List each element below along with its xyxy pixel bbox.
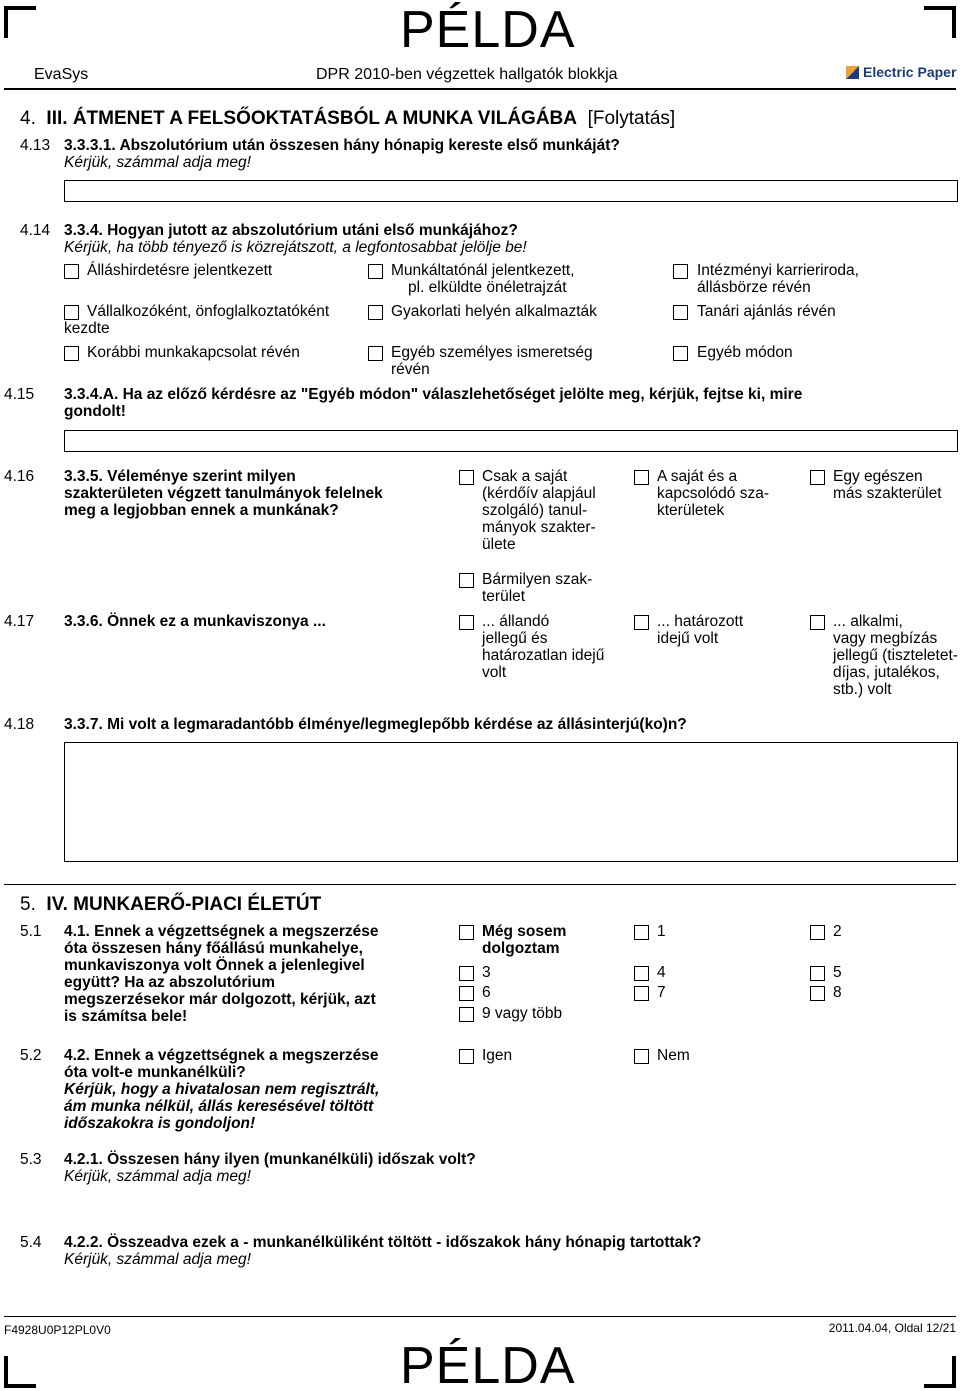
- q414-option-previous-work: Korábbi munkakapcsolat révén: [87, 344, 300, 361]
- header-left: EvaSys: [34, 66, 89, 83]
- q414-option-self-employed-2: kezdte: [64, 320, 110, 337]
- q413-hint: Kérjük, számmal adja meg!: [64, 154, 251, 171]
- q51-checkbox-2[interactable]: [810, 925, 825, 940]
- q51-text-4: együtt? Ha az abszolutórium: [64, 974, 275, 991]
- section5-title: [20, 894, 321, 915]
- footer-code: F4928U0P12PL0V0: [4, 1323, 111, 1337]
- q51-option-6: 6: [482, 984, 491, 1001]
- q52-option-no: Nem: [657, 1047, 690, 1064]
- q51-text-1: 4.1. Ennek a végzettségnek a megszerzése: [64, 923, 379, 940]
- footer-rule: [4, 1316, 956, 1317]
- q52-option-yes: Igen: [482, 1047, 513, 1064]
- header-center: DPR 2010-ben végzettek hallgatók blokkja: [316, 66, 618, 83]
- q414-option-other: Egyéb módon: [697, 344, 793, 361]
- q413-answer-field[interactable]: [64, 180, 958, 202]
- q417-checkbox-permanent[interactable]: [459, 615, 474, 630]
- q416-option-own-field-2: (kérdőív alapjául: [482, 485, 596, 502]
- q416-option-related-field-2: kapcsolódó sza-: [657, 485, 770, 502]
- section5-name: IV. MUNKAERŐ-PIACI ÉLETÚT: [46, 894, 322, 915]
- q54-text: 4.2.2. Összeadva ezek a - munkanélküliként töltött - időszakok hány hónapig tartottak?: [64, 1234, 702, 1251]
- q414-option-self-employed-1: Vállalkozóként, önfoglalkoztatóként: [87, 303, 330, 320]
- q418-answer-field[interactable]: [64, 742, 958, 862]
- q413-number: 4.13: [20, 137, 51, 154]
- q414-checkbox-job-ad[interactable]: [64, 264, 79, 279]
- q416-option-different-field-2: más szakterület: [833, 485, 942, 502]
- watermark-bottom: PÉLDA: [400, 1337, 576, 1394]
- q414-text: 3.3.4. Hogyan jutott az abszolutórium utáni első munkájához?: [64, 222, 518, 239]
- q416-text-2: szakterületen végzett tanulmányok felelnek: [64, 485, 383, 502]
- q414-option-job-ad: Álláshirdetésre jelentkezett: [87, 262, 273, 279]
- q416-option-any-field-1: Bármilyen szak-: [482, 571, 593, 588]
- q417-option-casual-1: ... alkalmi,: [833, 613, 903, 630]
- q51-text-3: munkaviszonya volt Önnek a jelenlegivel: [64, 957, 365, 974]
- q51-checkbox-5[interactable]: [810, 966, 825, 981]
- q417-option-permanent-2: jellegű és: [482, 630, 548, 647]
- section5-num: 5.: [20, 894, 36, 915]
- q414-option-teacher: Tanári ajánlás révén: [697, 303, 836, 320]
- q51-checkbox-6[interactable]: [459, 986, 474, 1001]
- q54-hint: Kérjük, számmal adja meg!: [64, 1251, 251, 1268]
- q52-number: 5.2: [20, 1047, 42, 1064]
- q51-option-never-2: dolgoztam: [482, 940, 560, 957]
- q416-text-3: meg a legjobban ennek a munkának?: [64, 502, 339, 519]
- q414-option-personal-contact-2: révén: [391, 361, 430, 378]
- q51-checkbox-8[interactable]: [810, 986, 825, 1001]
- brand-name: Electric Paper: [863, 64, 957, 80]
- q417-option-fixed-term-2: idejű volt: [657, 630, 719, 647]
- q417-option-casual-2: vagy megbízás: [833, 630, 938, 647]
- q51-option-3: 3: [482, 964, 491, 981]
- corner-mark-bottom-right: [924, 1356, 956, 1388]
- section-continued: [Folytatás]: [587, 108, 676, 129]
- q415-number: 4.15: [4, 386, 35, 403]
- q51-checkbox-7[interactable]: [634, 986, 649, 1001]
- watermark-top: PÉLDA: [400, 1, 576, 59]
- q51-checkbox-1[interactable]: [634, 925, 649, 940]
- q417-option-casual-4: díjas, jutalékos,: [833, 664, 940, 681]
- q51-option-1: 1: [657, 923, 666, 940]
- q51-option-8: 8: [833, 984, 842, 1001]
- q51-checkbox-never[interactable]: [459, 925, 474, 940]
- q53-number: 5.3: [20, 1151, 42, 1168]
- header-rule: [4, 88, 956, 90]
- q414-option-career-office-2: állásbörze révén: [697, 279, 811, 296]
- q417-option-casual-5: stb.) volt: [833, 681, 892, 698]
- q413-text: 3.3.3.1. Abszolutórium után összesen hány hónapig kereste első munkáját?: [64, 137, 620, 154]
- q416-option-related-field-3: kterületek: [657, 502, 725, 519]
- q51-text-2: óta összesen hány főállású munkahelye,: [64, 940, 363, 957]
- q416-option-own-field-3: szolgáló) tanul-: [482, 502, 588, 519]
- q414-option-career-office-1: Intézményi karrieriroda,: [697, 262, 859, 279]
- q52-hint-2: ám munka nélkül, állás keresésével töltött: [64, 1098, 374, 1115]
- q51-option-7: 7: [657, 984, 666, 1001]
- q51-option-4: 4: [657, 964, 666, 981]
- q414-checkbox-personal-contact[interactable]: [368, 346, 383, 361]
- brand-logo-icon: [846, 66, 859, 79]
- q416-option-own-field-1: Csak a saját: [482, 468, 568, 485]
- q414-checkbox-other[interactable]: [673, 346, 688, 361]
- q415-answer-field[interactable]: [64, 430, 958, 452]
- q51-checkbox-9-plus[interactable]: [459, 1007, 474, 1022]
- q51-text-6: is számítsa bele!: [64, 1008, 188, 1025]
- corner-mark-top-right: [924, 6, 956, 38]
- q414-checkbox-teacher[interactable]: [673, 305, 688, 320]
- q414-option-personal-contact-1: Egyéb személyes ismeretség: [391, 344, 593, 361]
- q416-option-own-field-5: ülete: [482, 536, 516, 553]
- q417-option-permanent-1: ... állandó: [482, 613, 550, 630]
- q414-number: 4.14: [20, 222, 51, 239]
- q414-checkbox-career-office[interactable]: [673, 264, 688, 279]
- q53-hint: Kérjük, számmal adja meg!: [64, 1168, 251, 1185]
- q51-number: 5.1: [20, 923, 42, 940]
- corner-mark-bottom-left: [4, 1356, 36, 1388]
- q414-option-employer-1: Munkáltatónál jelentkezett,: [391, 262, 575, 279]
- q51-option-never-1: Még sosem: [482, 923, 567, 940]
- q52-text-1: 4.2. Ennek a végzettségnek a megszerzése: [64, 1047, 379, 1064]
- q416-checkbox-any-field[interactable]: [459, 573, 474, 588]
- q416-option-different-field-1: Egy egészen: [833, 468, 923, 485]
- q416-option-any-field-2: terület: [482, 588, 526, 605]
- q417-checkbox-fixed-term[interactable]: [634, 615, 649, 630]
- q51-option-2: 2: [833, 923, 842, 940]
- q417-option-casual-3: jellegű (tiszteletet-: [833, 647, 958, 664]
- q416-checkbox-related-field[interactable]: [634, 470, 649, 485]
- q417-option-permanent-3: határozatlan idejű: [482, 647, 605, 664]
- q415-text-1: 3.3.4.A. Ha az előző kérdésre az "Egyéb módon" válaszlehetőséget jelölte meg, kérjük, fejtse ki, mire: [64, 386, 803, 403]
- section-num: 4.: [20, 108, 36, 129]
- q414-option-internship: Gyakorlati helyén alkalmazták: [391, 303, 597, 320]
- q417-checkbox-casual[interactable]: [810, 615, 825, 630]
- footer-date-page: 2011.04.04, Oldal 12/21: [828, 1321, 956, 1335]
- section-title: [20, 108, 675, 129]
- q414-checkbox-employer[interactable]: [368, 264, 383, 279]
- q414-hint: Kérjük, ha több tényező is közrejátszott, a legfontosabbat jelölje be!: [64, 239, 527, 256]
- q414-checkbox-internship[interactable]: [368, 305, 383, 320]
- q52-checkbox-yes[interactable]: [459, 1049, 474, 1064]
- q414-checkbox-self-employed[interactable]: [64, 305, 79, 320]
- section5-rule: [4, 884, 956, 885]
- q414-checkbox-previous-work[interactable]: [64, 346, 79, 361]
- q416-checkbox-different-field[interactable]: [810, 470, 825, 485]
- q51-text-5: megszerzésekor már dolgozott, kérjük, azt: [64, 991, 376, 1008]
- q52-hint-3: időszakokra is gondoljon!: [64, 1115, 256, 1132]
- q54-number: 5.4: [20, 1234, 42, 1251]
- q51-checkbox-4[interactable]: [634, 966, 649, 981]
- q418-text: 3.3.7. Mi volt a legmaradantóbb élménye/legmeglepőbb kérdése az állásinterjú(ko)n?: [64, 716, 687, 733]
- q51-option-5: 5: [833, 964, 842, 981]
- brand-logo: [846, 64, 956, 81]
- q418-number: 4.18: [4, 716, 35, 733]
- q51-checkbox-3[interactable]: [459, 966, 474, 981]
- q416-number: 4.16: [4, 468, 35, 485]
- q414-option-employer-2: pl. elküldte önéletrajzát: [408, 279, 567, 296]
- q416-option-related-field-1: A saját és a: [657, 468, 738, 485]
- q417-text: 3.3.6. Önnek ez a munkaviszonya ...: [64, 613, 326, 630]
- q417-option-fixed-term-1: ... határozott: [657, 613, 744, 630]
- section-name: III. ÁTMENET A FELSŐOKTATÁSBÓL A MUNKA VILÁGÁBA: [46, 108, 577, 129]
- corner-mark-top-left: [4, 6, 36, 38]
- q53-text: 4.2.1. Összesen hány ilyen (munkanélküli) időszak volt?: [64, 1151, 476, 1168]
- q51-option-9-plus: 9 vagy több: [482, 1005, 563, 1022]
- q52-checkbox-no[interactable]: [634, 1049, 649, 1064]
- q415-text-2: gondolt!: [64, 403, 126, 420]
- q416-checkbox-own-field[interactable]: [459, 470, 474, 485]
- q417-number: 4.17: [4, 613, 35, 630]
- q417-option-permanent-4: volt: [482, 664, 507, 681]
- q416-text-1: 3.3.5. Véleménye szerint milyen: [64, 468, 296, 485]
- q52-hint-1: Kérjük, hogy a hivatalosan nem regisztrált,: [64, 1081, 380, 1098]
- q416-option-own-field-4: mányok szakter-: [482, 519, 596, 536]
- q52-text-2: óta volt-e munkanélküli?: [64, 1064, 246, 1081]
